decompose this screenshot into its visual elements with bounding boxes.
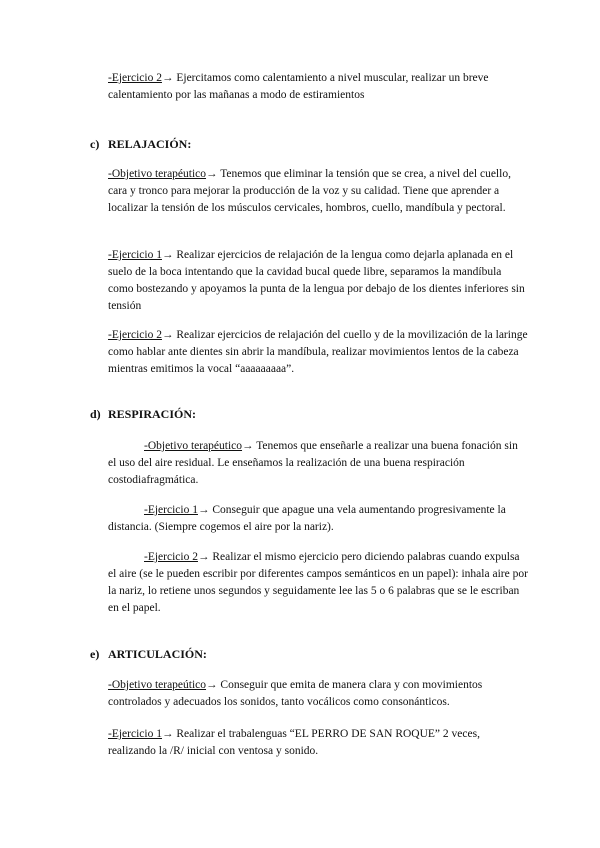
paragraph-objetivo-relajacion [108,166,528,217]
label: -Objetivo terapeútico [108,679,207,691]
label: -Ejercicio 1 [144,504,198,516]
label: -Objetivo terapéutico [108,168,207,180]
arrow-icon: → [161,249,174,261]
arrow-icon: → [161,72,174,84]
section-letter: c) [90,137,100,151]
paragraph-objetivo-articulacion [108,677,528,711]
paragraph-text: Realizar el trabalenguas “EL PERRO DE SAN ROQUE” 2 veces, realizando la /R/ inicial con ventosa y sonido. [108,728,480,757]
arrow-icon: → [197,504,210,516]
section-heading-articulacion [90,646,207,663]
section-title: ARTICULACIÓN: [108,647,207,661]
arrow-icon: → [206,679,218,691]
paragraph-objetivo-respiracion [108,438,528,489]
section-title: RELAJACIÓN: [108,137,192,151]
paragraph-text: Realizar ejercicios de relajación del cuello y de la movilización de la laringe como hablar ante dientes sin abrir la mandíbula, realizar movimientos lentos de la cabeza mientras emitimos la vocal “aaaaaaaaa”. [108,329,528,375]
label: -Ejercicio 1 [108,249,162,261]
arrow-icon: → [242,440,254,452]
paragraph-text: Realizar el mismo ejercicio pero diciendo palabras cuando expulsa el aire (se le pueden escribir por diferentes campos semánticos en un papel): inhala aire por la nariz, lo retiene unos segundos y seguidamente lee las 5 o 6 palabras que se le escriban en el papel. [108,551,528,614]
label: -Objetivo terapéutico [144,440,243,452]
paragraph-ejercicio-2-relajacion [108,327,528,378]
paragraph-text: Tenemos que eliminar la tensión que se crea, a nivel del cuello, cara y tronco para mejorar la producción de la voz y su calidad. Tiene que aprender a localizar la tensión de los músculos cervicales, hombros, cuello, mandíbula y pectoral. [108,168,511,214]
paragraph-text: Realizar ejercicios de relajación de la lengua como dejarla aplanada en el suelo de la boca intentando que la cavidad bucal quede libre, separamos la mandíbula como bostezando y apoyamos la punta de la lengua por debajo de los dientes inferiores sin tensión [108,249,525,312]
paragraph-text: Conseguir que emita de manera clara y con movimientos controlados y adecuados los sonidos, tanto vocálicos como consonánticos. [108,679,483,708]
label: -Ejercicio 2 [108,72,162,84]
paragraph-text: Ejercitamos como calentamiento a nivel muscular, realizar un breve calentamiento por las mañanas a modo de estiramientos [108,72,489,101]
paragraph-text: Conseguir que apague una vela aumentando progresivamente la distancia. (Siempre cogemos el aire por la nariz). [108,504,506,533]
section-letter: e) [90,647,100,661]
section-letter: d) [90,407,101,421]
paragraph-ejercicio-1-relajacion [108,247,528,315]
paragraph-ejercicio-1-articulacion [108,726,528,760]
label: -Ejercicio 2 [144,551,198,563]
arrow-icon: → [161,728,174,740]
paragraph-ejercicio-2-respiracion [108,549,528,617]
paragraph-text: Tenemos que enseñarle a realizar una buena fonación sin el uso del aire residual. Le enseñamos la realización de una buena respiración costodiafragmática. [108,440,518,486]
arrow-icon: → [206,168,218,180]
section-heading-respiracion [90,406,196,423]
label: -Ejercicio 1 [108,728,162,740]
section-title: RESPIRACIÓN: [108,407,197,421]
arrow-icon: → [161,329,174,341]
paragraph-ejercicio-2 [108,70,528,104]
label: -Ejercicio 2 [108,329,162,341]
arrow-icon: → [197,551,210,563]
section-heading-relajacion [90,136,191,153]
paragraph-ejercicio-1-respiracion [108,502,528,536]
